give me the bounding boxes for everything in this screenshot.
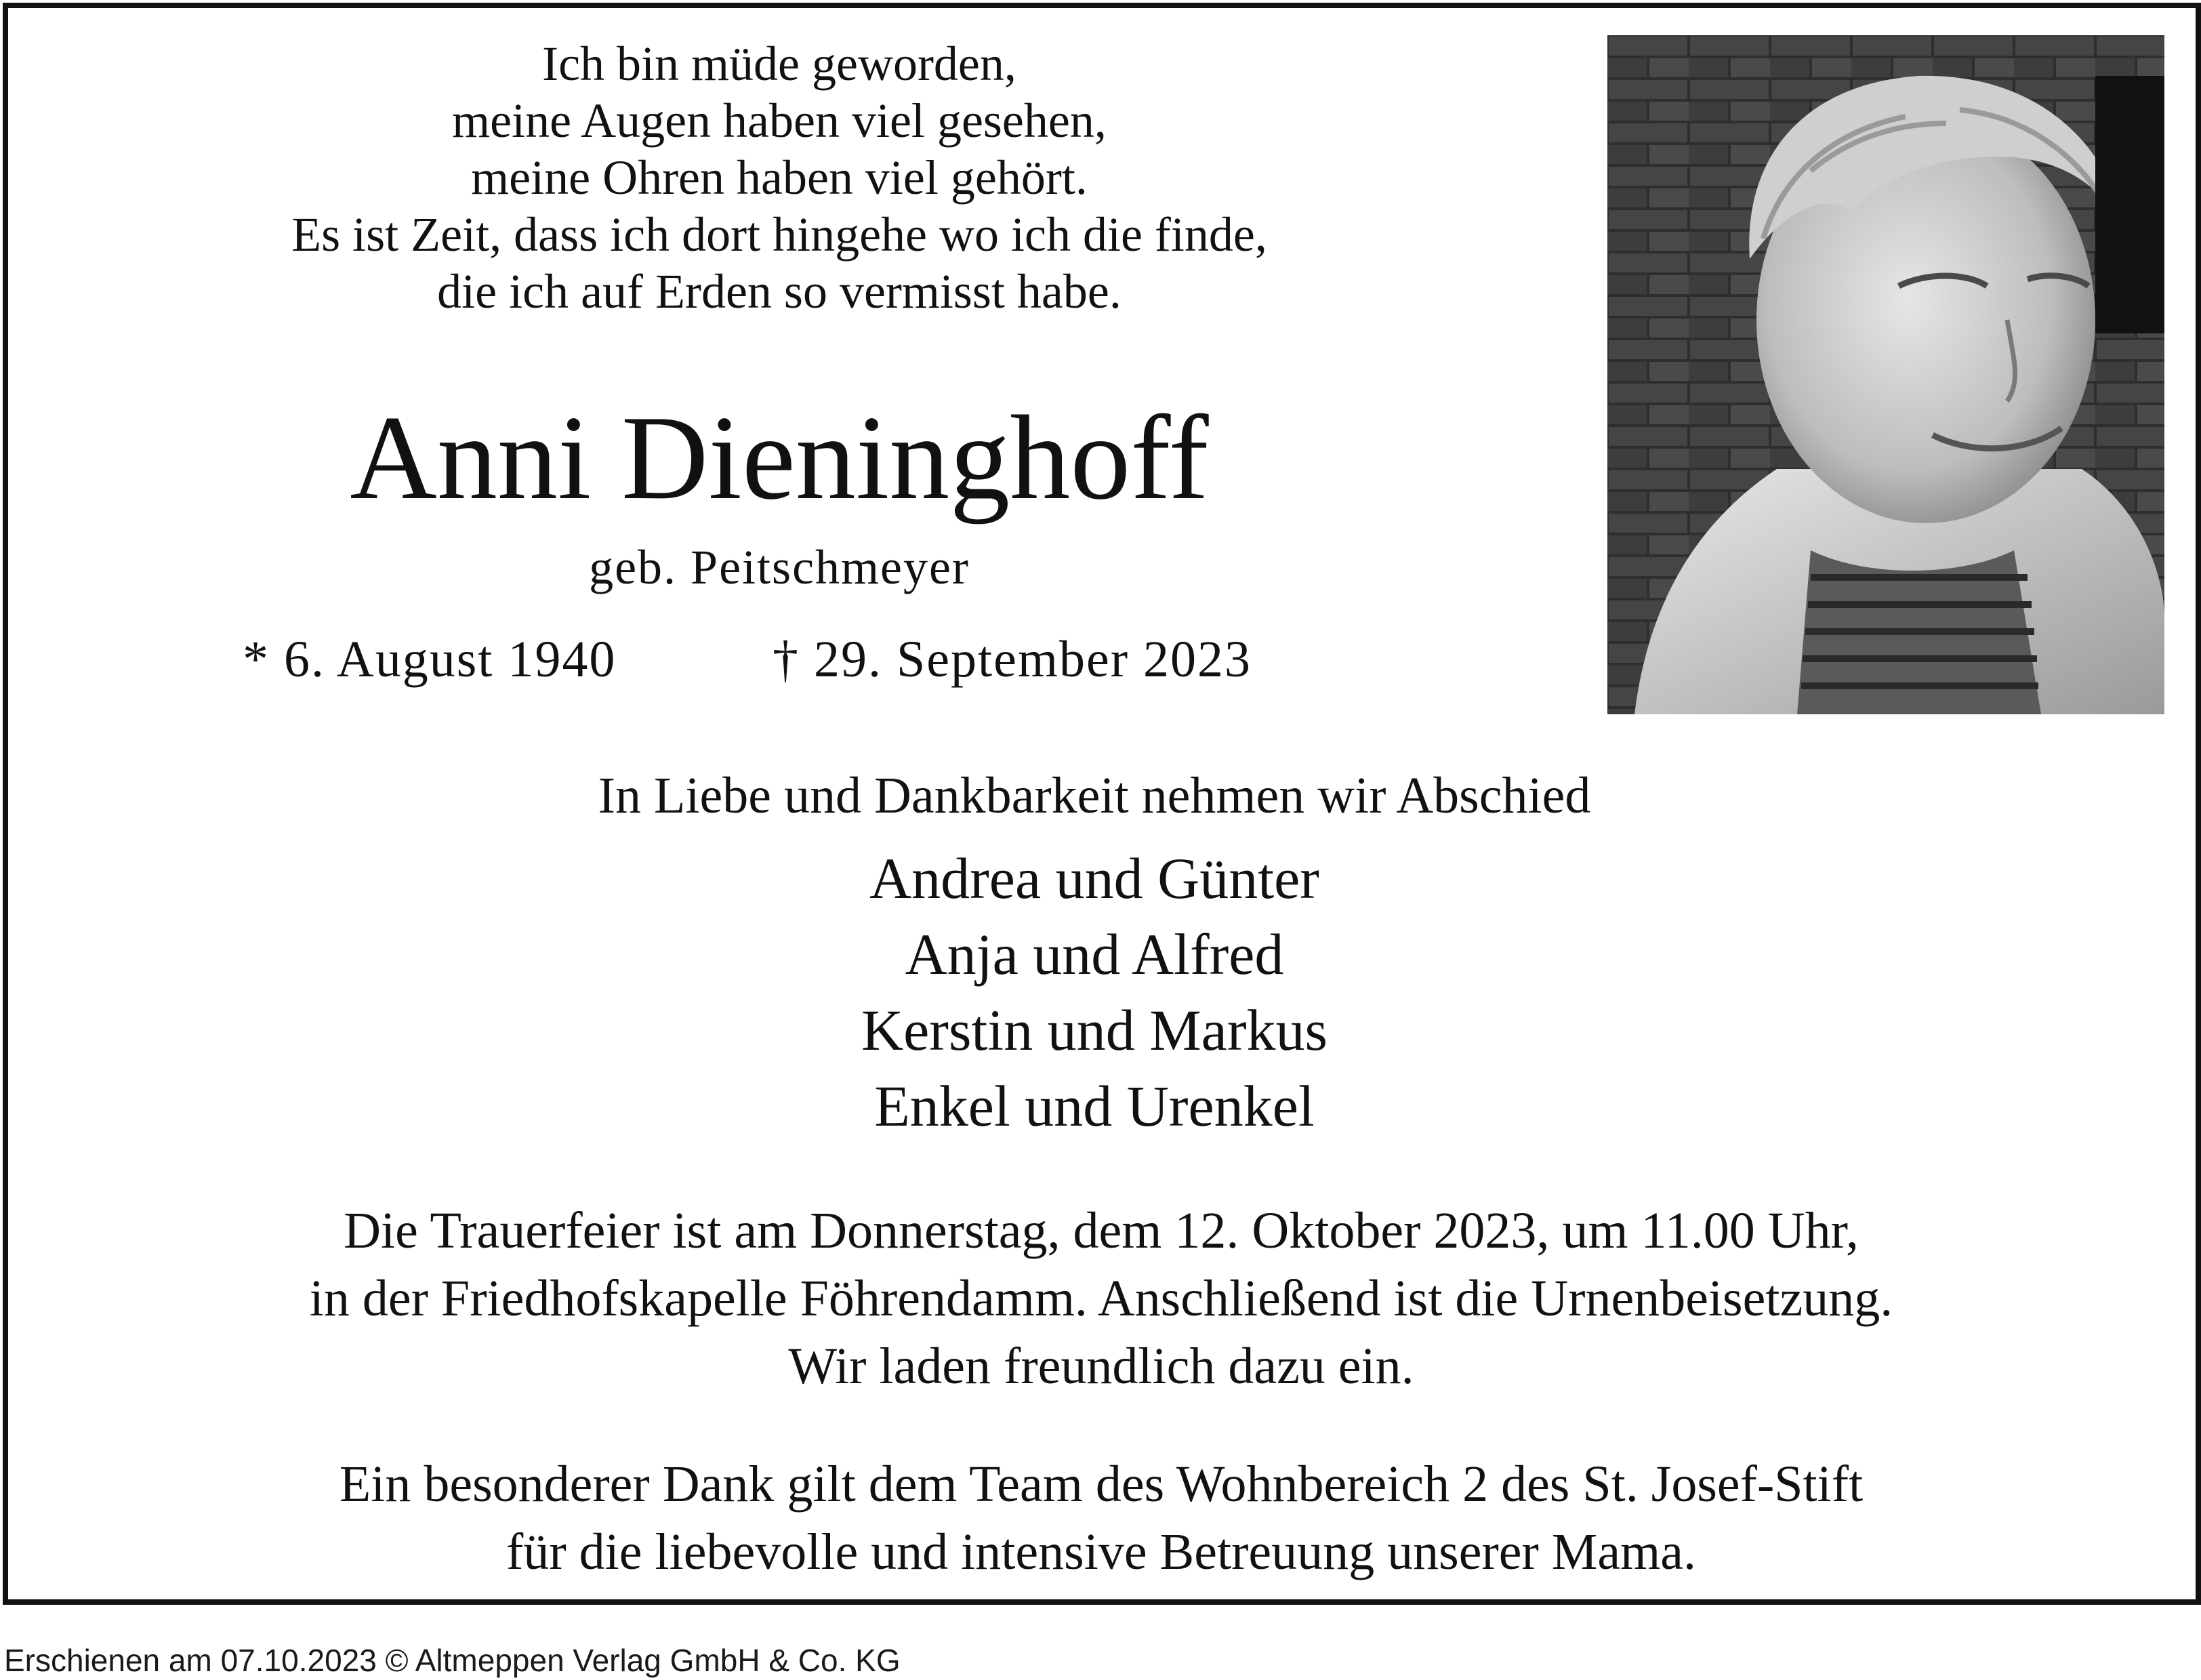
mourner-line: Anja und Alfred: [905, 922, 1284, 987]
publication-footer: Erschienen am 07.10.2023 © Altmeppen Verlag GmbH & Co. KG: [4, 1643, 901, 1678]
farewell-intro: In Liebe und Dankbarkeit nehmen wir Abschied: [598, 767, 1591, 824]
maiden-name: geb. Peitschmeyer: [589, 540, 970, 594]
poem-line: Ich bin müde geworden,: [542, 37, 1016, 91]
mourner-line: Enkel und Urenkel: [874, 1073, 1315, 1139]
poem: [169, 35, 1389, 320]
poem-line: Es ist Zeit, dass ich dort hingehe wo ich die finde,: [291, 207, 1267, 262]
service-line: in der Friedhofskapelle Föhrendamm. Anschließend ist die Urnenbeisetzung.: [309, 1270, 1893, 1327]
thanks-line: Ein besonderer Dank gilt dem Team des Wohnbereich 2 des St. Josef-Stift: [339, 1456, 1864, 1513]
thanks-line: für die liebevolle und intensive Betreuung unserer Mama.: [506, 1523, 1696, 1580]
service-line: Die Trauerfeier ist am Donnerstag, dem 12. Oktober 2023, um 11.00 Uhr,: [344, 1202, 1859, 1259]
mourners-list: [610, 840, 1579, 1144]
birth-date: * 6. August 1940: [243, 631, 617, 688]
deceased-name: Anni Dieninghoff: [350, 390, 1209, 525]
mourner-line: Kerstin und Markus: [861, 998, 1328, 1063]
portrait-photo: [1607, 35, 2164, 714]
mourner-line: Andrea und Günter: [869, 846, 1319, 911]
funeral-service-info: [68, 1197, 2135, 1400]
service-line: Wir laden freundlich dazu ein.: [788, 1338, 1414, 1395]
thanks-note: [68, 1450, 2135, 1586]
poem-line: meine Augen haben viel gesehen,: [452, 94, 1107, 148]
portrait-image: [1607, 35, 2164, 714]
poem-line: die ich auf Erden so vermisst habe.: [437, 264, 1122, 319]
death-date: † 29. September 2023: [773, 631, 1252, 688]
poem-line: meine Ohren haben viel gehört.: [471, 150, 1088, 205]
